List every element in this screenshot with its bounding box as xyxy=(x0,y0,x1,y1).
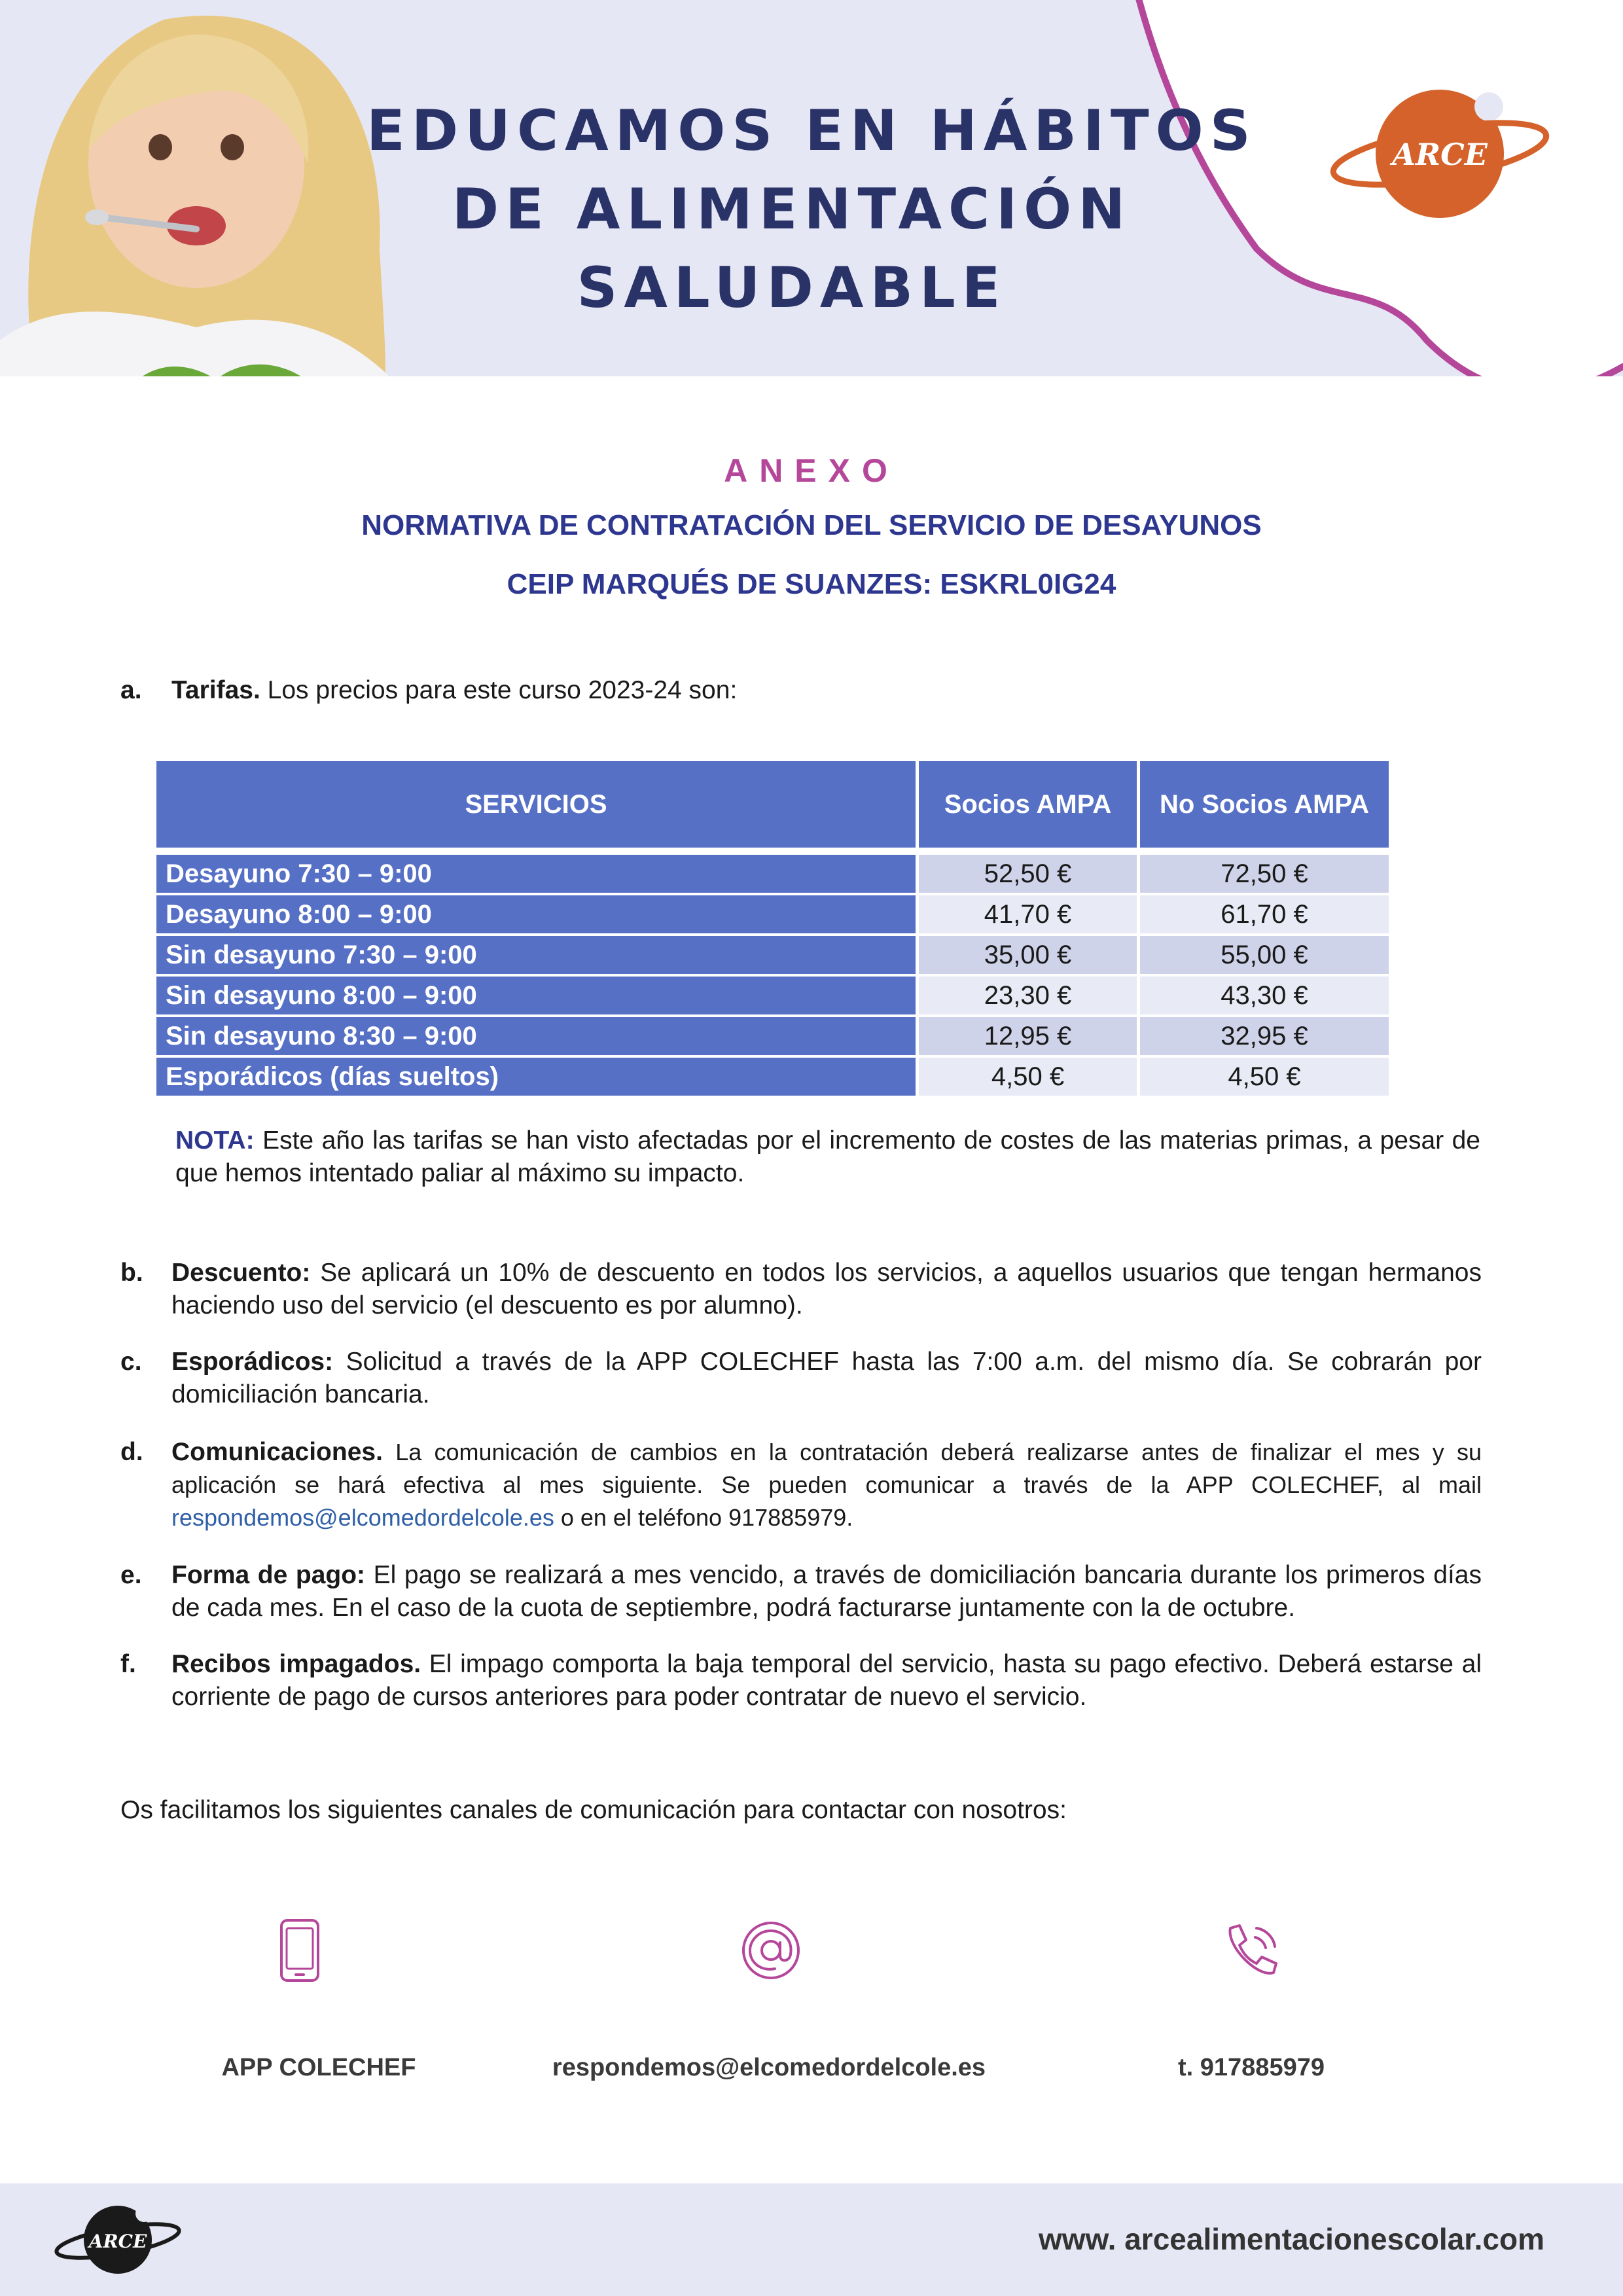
item-forma-de-pago xyxy=(120,1559,1482,1624)
price-cell: 35,00 € xyxy=(919,936,1137,977)
nota-text: Este año las tarifas se han visto afectadas por el incremento de costes de las materias primas, a pesar de que hemos intentado paliar al máximo su impacto. xyxy=(175,1126,1480,1187)
header-banner xyxy=(0,0,1623,376)
footer-bar xyxy=(0,2183,1623,2296)
price-cell: 12,95 € xyxy=(919,1017,1137,1058)
annex-title: NORMATIVA DE CONTRATACIÓN DEL SERVICIO DE DESAYUNOS xyxy=(361,509,1262,541)
contact-app-label: APP COLECHEF xyxy=(221,2054,416,2081)
hero-title-line: SALUDABLE xyxy=(577,255,1007,321)
table-row xyxy=(156,1058,1389,1098)
service-cell: Sin desayuno 7:30 – 9:00 xyxy=(156,936,916,977)
item-text: o en el teléfono 917885979. xyxy=(554,1504,853,1531)
item-heading: Esporádicos: xyxy=(171,1348,334,1376)
price-cell: 4,50 € xyxy=(919,1058,1137,1098)
table-row xyxy=(156,895,1389,936)
annex-school: CEIP MARQUÉS DE SUANZES: ESKRL0IG24 xyxy=(507,568,1116,600)
service-cell: Sin desayuno 8:00 – 9:00 xyxy=(156,977,916,1017)
service-cell: Sin desayuno 8:30 – 9:00 xyxy=(156,1017,916,1058)
nota-label: NOTA: xyxy=(175,1126,255,1155)
child-eating-salad-image xyxy=(0,0,419,376)
service-cell: Desayuno 8:00 – 9:00 xyxy=(156,895,916,936)
item-text: El impago comporta la baja temporal del servicio, hasta su pago efectivo. Deberá estarse al corriente de pago de cursos anteriores para poder contratar de nuevo el servicio. xyxy=(171,1650,1482,1711)
table-row xyxy=(156,1017,1389,1058)
item-heading: Recibos impagados. xyxy=(171,1650,421,1678)
table-row xyxy=(156,977,1389,1017)
item-descuento xyxy=(120,1257,1482,1322)
table-header-cell: SERVICIOS xyxy=(156,761,916,848)
item-tarifas xyxy=(120,674,1482,707)
item-esporadicos xyxy=(120,1346,1482,1411)
nota-paragraph xyxy=(175,1124,1480,1190)
table-row xyxy=(156,936,1389,977)
item-text: Solicitud a través de la APP COLECHEF hasta las 7:00 a.m. del mismo día. Se cobrarán por domiciliación bancaria. xyxy=(171,1348,1482,1408)
price-cell: 43,30 € xyxy=(1140,977,1389,1017)
hero-title xyxy=(366,92,1257,327)
arce-logo-text: ARCE xyxy=(1392,137,1488,172)
item-letter: b. xyxy=(120,1259,143,1287)
item-text: Se aplicará un 10% de descuento en todos los servicios, a aquellos usuarios que tengan hermanos haciendo uso del servicio (el descuento es por alumno). xyxy=(171,1259,1482,1319)
table-header-cell: No Socios AMPA xyxy=(1140,761,1389,848)
item-heading: Descuento: xyxy=(171,1259,311,1287)
contact-email-label[interactable]: respondemos@elcomedordelcole.es xyxy=(552,2054,986,2081)
item-heading: Comunicaciones. xyxy=(171,1438,383,1466)
arce-footer-logo xyxy=(52,2200,183,2279)
website-link[interactable]: www. arcealimentacionescolar.com xyxy=(1039,2222,1544,2256)
annex-label: ANEXO xyxy=(724,452,899,489)
price-cell: 52,50 € xyxy=(919,855,1137,895)
table-header-cell: Socios AMPA xyxy=(919,761,1137,848)
price-cell: 72,50 € xyxy=(1140,855,1389,895)
item-letter: a. xyxy=(120,676,142,704)
service-cell: Esporádicos (días sueltos) xyxy=(156,1058,916,1098)
item-letter: e. xyxy=(120,1561,142,1589)
item-heading: Forma de pago: xyxy=(171,1561,366,1589)
item-text: La comunicación de cambios en la contratación deberá realizarse antes de finalizar el mes y su aplicación se hará efectiva al mes siguiente. Se pueden comunicar a través de la APP COLECHEF, al mail xyxy=(171,1439,1482,1498)
item-text: Los precios para este curso 2023-24 son: xyxy=(260,676,738,704)
email-link[interactable]: respondemos@elcomedordelcole.es xyxy=(171,1504,554,1531)
price-table xyxy=(153,761,1392,1098)
item-text: El pago se realizará a mes vencido, a través de domiciliación bancaria durante los primeros días de cada mes. En el caso de la cuota de septiembre, podrá facturarse juntamente con la de octubre. xyxy=(171,1561,1482,1622)
item-recibos-impagados xyxy=(120,1648,1482,1713)
item-letter: c. xyxy=(120,1348,142,1376)
price-cell: 32,95 € xyxy=(1140,1017,1389,1058)
smartphone-icon xyxy=(268,1918,330,1983)
price-cell: 41,70 € xyxy=(919,895,1137,936)
item-letter: d. xyxy=(120,1438,143,1466)
hero-title-line: EDUCAMOS EN HÁBITOS xyxy=(366,98,1257,164)
price-cell: 4,50 € xyxy=(1140,1058,1389,1098)
service-cell: Desayuno 7:30 – 9:00 xyxy=(156,855,916,895)
arce-footer-logo-text: ARCE xyxy=(88,2231,147,2252)
contact-phone-label[interactable]: t. 917885979 xyxy=(1178,2054,1325,2081)
item-letter: f. xyxy=(120,1650,136,1678)
table-header-row xyxy=(156,761,1389,848)
price-cell: 55,00 € xyxy=(1140,936,1389,977)
arce-logo xyxy=(1329,82,1551,226)
table-row xyxy=(156,855,1389,895)
hero-title-line: DE ALIMENTACIÓN xyxy=(452,177,1132,242)
at-sign-icon xyxy=(738,1918,804,1983)
closing-text: Os facilitamos los siguientes canales de comunicación para contactar con nosotros: xyxy=(120,1796,1067,1824)
price-cell: 23,30 € xyxy=(919,977,1137,1017)
item-comunicaciones xyxy=(120,1436,1482,1534)
item-heading: Tarifas. xyxy=(171,676,260,704)
price-cell: 61,70 € xyxy=(1140,895,1389,936)
phone-call-icon xyxy=(1219,1918,1284,1983)
